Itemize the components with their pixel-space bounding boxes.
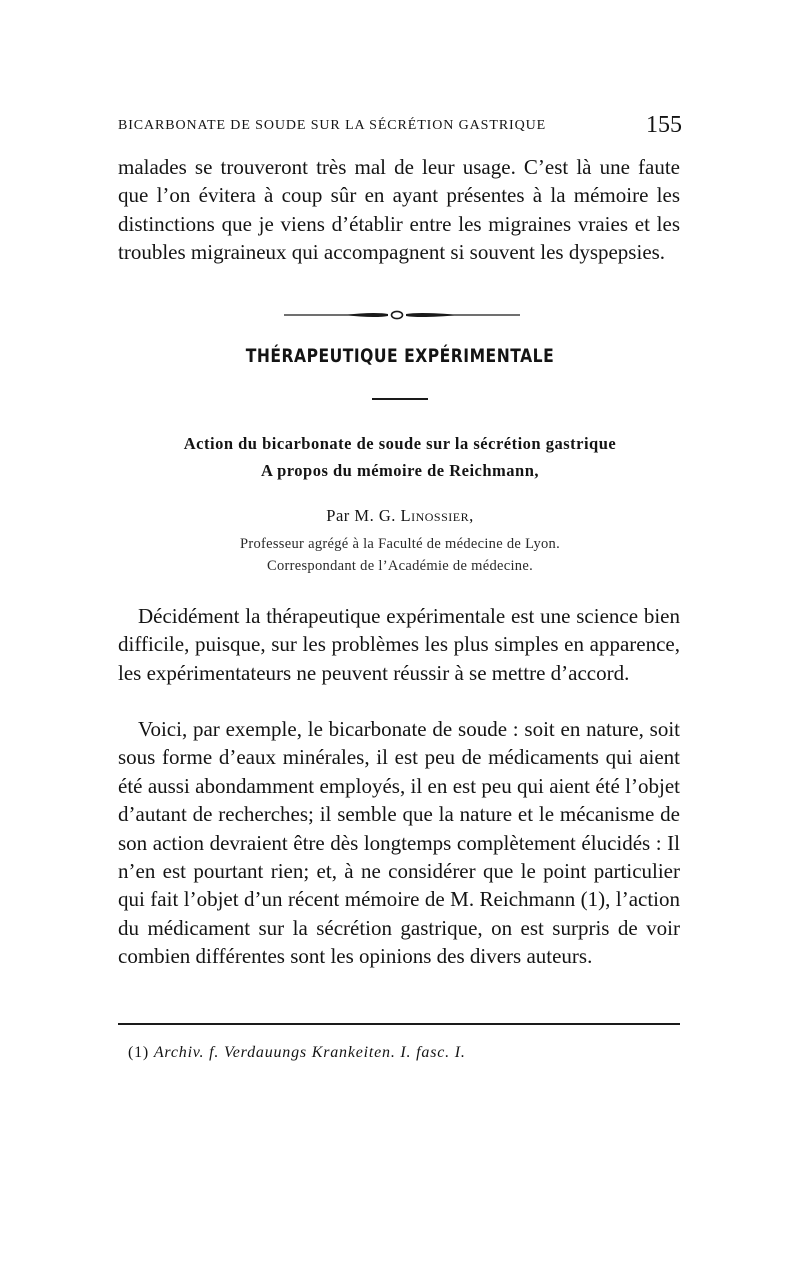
running-head — [118, 112, 682, 142]
author-correspondence: Correspondant de l’Académie de médecine. — [266, 558, 534, 574]
running-title: BICARBONATE DE SOUDE SUR LA SÉCRÉTION GASTRIQUE — [118, 118, 547, 133]
article-title-line-1: Action du bicarbonate de soude sur la sécrétion gastrique — [183, 434, 617, 453]
heading-rule — [372, 398, 428, 400]
footnote-rule — [118, 1023, 680, 1025]
body-paragraph-1: malades se trouveront très mal de leur usage. C’est là une faute que l’on évitera à coup sûr en ayant présentes à la mémoire les distinctions que je viens d’établir entre les migraines vraies et les troubles migraineux qui accompagnent si souvent les dyspepsies. — [118, 155, 680, 265]
body-paragraph-2: Décidément la thérapeutique expérimentale est une science bien difficile, puisque, sur les problèmes les plus simples en apparence, les expérimentateurs ne peuvent réussir à se mettre d’accord. — [118, 604, 680, 685]
footnote — [128, 1044, 466, 1062]
author-affiliation: Professeur agrégé à la Faculté de médecine de Lyon. — [239, 536, 561, 552]
author-name: Linossier, — [400, 506, 474, 525]
page-number: 155 — [646, 112, 682, 138]
body-paragraph-3: Voici, par exemple, le bicarbonate de soude : soit en nature, soit sous forme d’eaux minérales, il est peu de médicaments qui aient été aussi abondamment employés, il en est peu qui aient été l’objet d’autant de recherches; il semble que la nature et le mécanisme de son action devraient être dès longtemps complètement élucidés : Il n’en est pourtant rien; et, à ne considérer que le point particulier qui fait l’objet d’un récent mémoire de M. Reichmann (1), l’action du médicament sur la sécrétion gastrique, on est surpris de voir combien différentes sont les opinions des divers auteurs. — [118, 717, 680, 969]
author-line — [0, 506, 800, 526]
section-ornament — [284, 308, 520, 322]
article-title-line-2: A propos du mémoire de Reichmann, — [260, 461, 540, 480]
footnote-marker: (1) — [128, 1044, 154, 1061]
section-heading: THÉRAPEUTIQUE EXPÉRIMENTALE — [245, 345, 555, 367]
author-prefix: Par M. G. — [326, 506, 401, 525]
footnote-text: Archiv. f. Verdauungs Krankeiten. I. fasc. I. — [153, 1044, 466, 1061]
